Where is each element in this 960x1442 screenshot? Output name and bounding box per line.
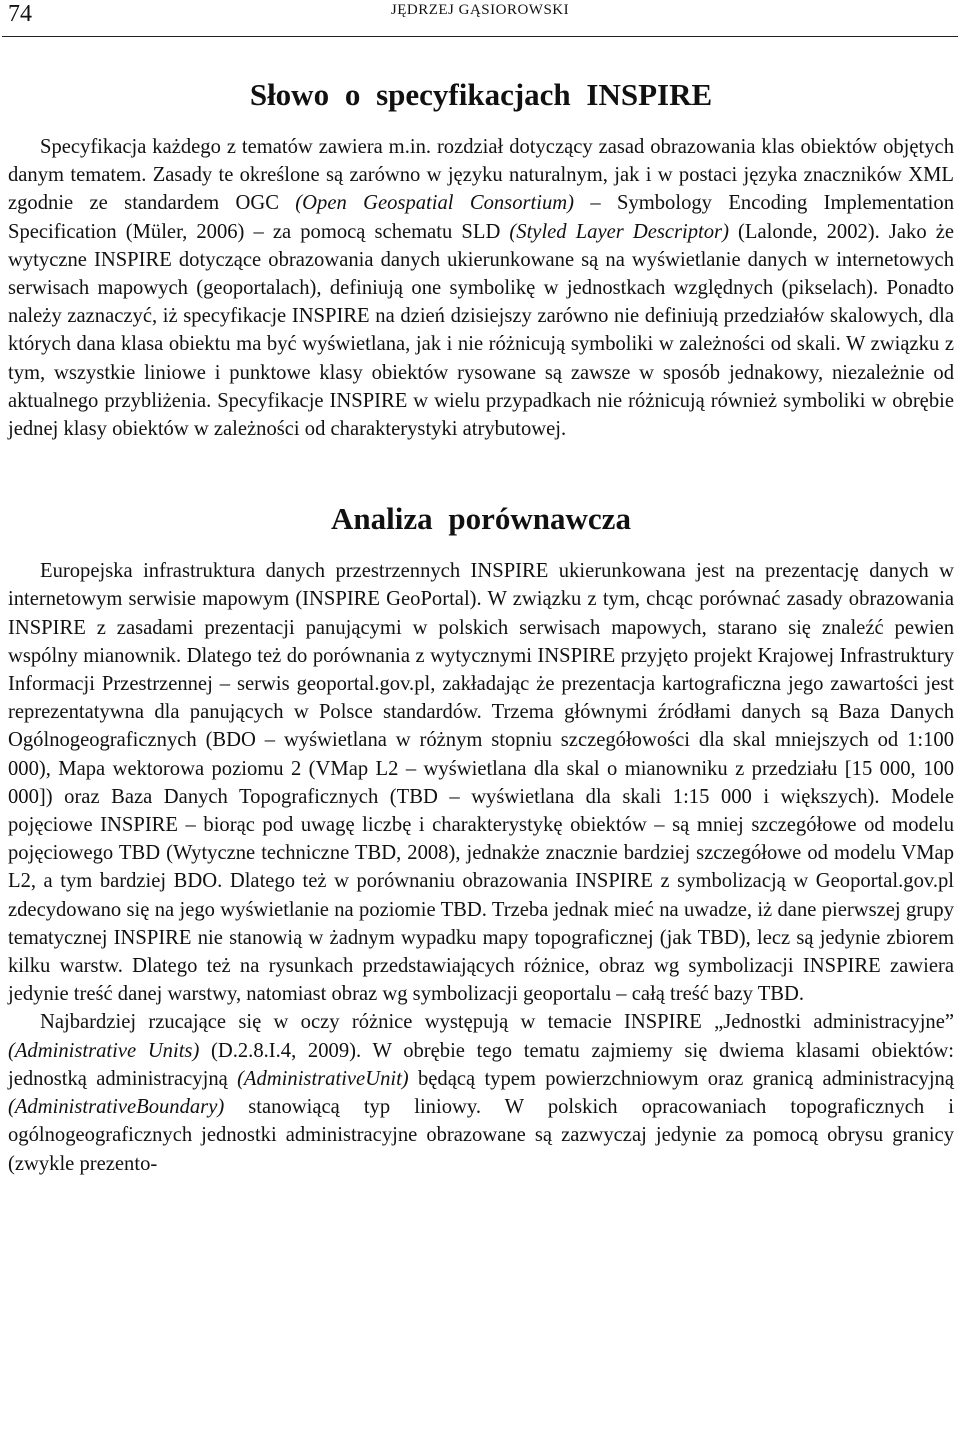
section-title-specifications: Słowo o specyfikacjach INSPIRE <box>249 77 713 112</box>
running-header <box>2 0 958 37</box>
paragraph <box>8 557 954 1008</box>
text-run: (D.2.8.I.4, 2009). W obrębie tego tematu zajmiemy się dwiema klasami obiektów: jednostką administracyjną <box>8 1039 954 1090</box>
paragraph <box>8 133 954 443</box>
text-run: Europejska infrastruktura danych przestrzennych INSPIRE ukierunkowana jest na prezentację danych w internetowym serwisie mapowym (INSPIRE GeoPortal). W związku z tym, chcąc porównać zasady obrazowania INSPIRE z zasadami prezentacji panującymi w polskich serwisach mapowych, starano się znaleźć pewien wspólny mianownik. Dlatego też do porównania z wytycznymi INSPIRE przyjęto projekt Krajowej Infrastruktury Informacji Przestrzennej – serwis geoportal.gov.pl, zakładając że prezentacja kartograficzna jego zawartości jest reprezentatywna dla panujących w Polsce standardów. Trzema głównymi źródłami danych są Baza Danych Ogólnogeograficznych (BDO – wyświetlana w różnym stopniu szczegółowości dla skal mniejszych od 1:100 000), Mapa wektorowa poziomu 2 (VMap L2 – wyświetlana dla skal o mianowniku z przedziału [15 000, 100 000]) oraz Baza Danych Topograficznych (TBD – wyświetlana dla skali 1:15 000 i większych). Modele pojęciowe INSPIRE – biorąc pod uwagę liczbę i charakterystykę obiektów – są mniej szczegółowe od modelu pojęciowego TBD (Wytyczne techniczne TBD, 2008), jednakże znacznie bardziej szczegółowe od modelu VMap L2, a tym bardziej BDO. Dlatego też w porównaniu obrazowania INSPIRE z symbolizacją w Geoportal.gov.pl zdecydowano się na jego wyświetlanie na poziomie TBD. Trzeba jednak mieć na uwadze, iż dane pierwszej grupy tematycznej INSPIRE nie stanowią w żadnym wypadku mapy topograficznej (jak TBD), lecz są jedynie zbiorem kilku warstw. Dlatego też na rysunkach przedstawiających różnice, obraz wg symbolizacji INSPIRE zawiera jedynie treść danej warstwy, natomiast obraz wg symbolizacji geoportalu – całą treść bazy TBD. <box>8 560 954 1006</box>
paragraph <box>8 1008 954 1177</box>
page-number: 74 <box>8 1 32 27</box>
italic-run: (Styled Layer Descriptor) <box>509 220 729 243</box>
text-run: Najbardziej rzucające się w oczy różnice występują w temacie INSPIRE „Jednostki administracyjne” <box>40 1011 954 1034</box>
italic-run: (AdministrativeBoundary) <box>8 1096 225 1119</box>
text-run: Specyfikacja każdego z tematów zawiera m.in. rozdział dotyczący zasad obrazowania klas obiektów objętych danym tematem. Zasady te określone są zarówno w języku naturalnym, jak i w postaci języka znaczników XML zgodnie ze standardem OGC <box>8 136 954 215</box>
section-title-comparative-analysis: Analiza porównawcza <box>331 501 631 537</box>
text-run: – Symbology Encoding Implementation Specification (Müler, 2006) – za pomocą schematu SLD <box>8 192 954 243</box>
italic-run: (Open Geospatial Consortium) <box>295 192 574 215</box>
running-author: JĘDRZEJ GĄSIOROWSKI <box>390 2 570 18</box>
text-run: (Lalonde, 2002). Jako że wytyczne INSPIRE dotyczące obrazowania danych ukierunkowane są na wyświetlanie danych w internetowych serwisach mapowych (geoportalach), definiują one symbolikę w jednostkach względnych (pikselach). Ponadto należy zaznaczyć, iż specyfikacje INSPIRE na dzień dzisiejszy zarówno nie definiują przedziałów skalowych, dla których dana klasa obiektu ma być wyświetlana, jak i nie różnicują symboliki w zależności od skali. W związku z tym, wszystkie liniowe i punktowe klasy obiektów rysowane są zawsze w sposób jednakowy, niezależnie od aktualnego przybliżenia. Specyfikacje INSPIRE w wielu przypadkach nie różnicują również symboliki w obrębie jednej klasy obiektów w zależności od charakterystyki atrybutowej. <box>8 220 955 441</box>
italic-run: (AdministrativeUnit) <box>237 1067 409 1090</box>
text-run: stanowiącą typ liniowy. W polskich opracowaniach topograficznych i ogólnogeograficznych jednostki administracyjne obrazowane są zazwyczaj jedynie za pomocą obrysu granicy (zwykle prezento- <box>8 1096 954 1175</box>
italic-run: (Administrative Units) <box>8 1039 200 1062</box>
text-run: będącą typem powierzchniowym oraz granicą administracyjną <box>408 1067 954 1090</box>
